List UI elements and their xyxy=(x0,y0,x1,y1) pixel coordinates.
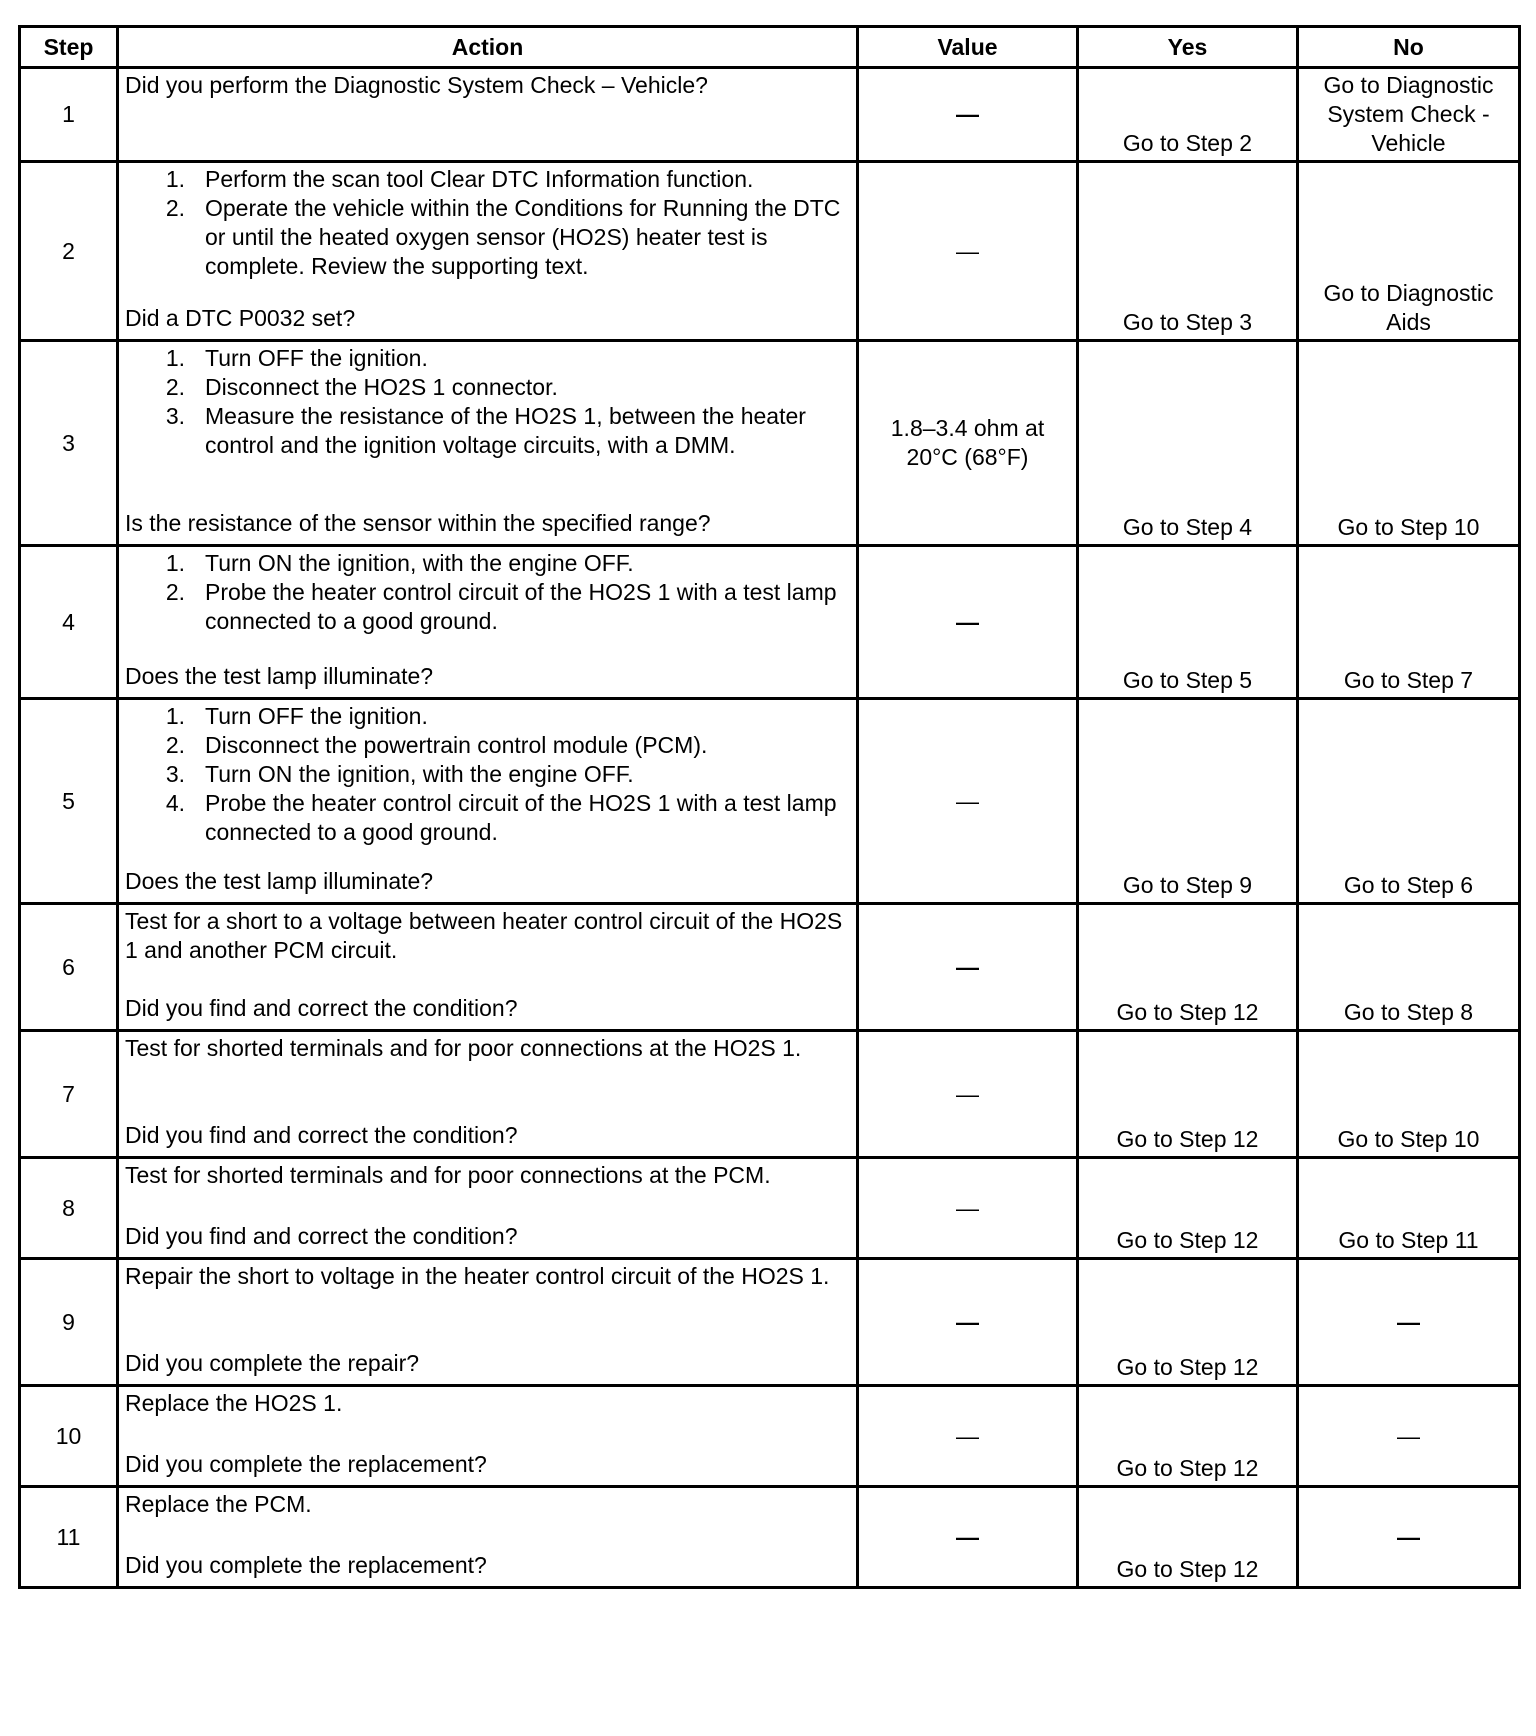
diagnostic-table xyxy=(18,25,1521,1589)
action-content xyxy=(125,907,850,1023)
action-cell xyxy=(118,1158,858,1259)
list-item-number: 3. xyxy=(165,761,185,787)
table-row xyxy=(20,699,1520,904)
list-item xyxy=(125,731,850,760)
action-question: Did you complete the repair? xyxy=(125,1350,420,1376)
action-instructions xyxy=(125,1490,850,1519)
table-row xyxy=(20,1386,1520,1487)
table-row xyxy=(20,546,1520,699)
action-instructions xyxy=(125,165,850,281)
list-item-text: Turn OFF the ignition. xyxy=(205,703,428,729)
list-item-number: 1. xyxy=(165,703,185,729)
action-question: Does the test lamp illuminate? xyxy=(125,663,434,689)
action-question: Did you complete the replacement? xyxy=(125,1451,487,1477)
action-content xyxy=(125,165,850,333)
list-item-number: 2. xyxy=(165,195,185,221)
action-cell xyxy=(118,341,858,546)
step-number: 9 xyxy=(20,1259,118,1386)
action-cell xyxy=(118,68,858,162)
action-step-list xyxy=(125,165,850,281)
list-item xyxy=(125,578,850,636)
yes-cell: Go to Step 12 xyxy=(1078,1487,1298,1588)
no-cell: Go to Diagnostic System Check - Vehicle xyxy=(1298,68,1520,162)
list-item-text: Disconnect the powertrain control module (PCM). xyxy=(205,732,708,758)
action-cell xyxy=(118,904,858,1031)
action-content xyxy=(125,1262,850,1378)
table-row xyxy=(20,904,1520,1031)
no-cell: Go to Step 8 xyxy=(1298,904,1520,1031)
action-cell xyxy=(118,546,858,699)
list-item-number: 1. xyxy=(165,345,185,371)
action-question: Did you find and correct the condition? xyxy=(125,1223,518,1249)
action-content xyxy=(125,1490,850,1580)
table-row xyxy=(20,1031,1520,1158)
action-content xyxy=(125,702,850,896)
header-no: No xyxy=(1298,27,1520,68)
table-body xyxy=(20,68,1520,1588)
step-number: 10 xyxy=(20,1386,118,1487)
action-instructions xyxy=(125,907,850,965)
yes-cell: Go to Step 9 xyxy=(1078,699,1298,904)
no-cell: — xyxy=(1298,1386,1520,1487)
value-cell: — xyxy=(858,1259,1078,1386)
action-cell xyxy=(118,699,858,904)
list-item-text: Probe the heater control circuit of the HO2S 1 with a test lamp connected to a good ground. xyxy=(205,579,837,634)
action-intro: Replace the PCM. xyxy=(125,1491,312,1517)
list-item-text: Measure the resistance of the HO2S 1, between the heater control and the ignition voltage circuits, with a DMM. xyxy=(205,403,806,458)
action-question: Does the test lamp illuminate? xyxy=(125,868,434,894)
value-cell: — xyxy=(858,68,1078,162)
list-item xyxy=(125,702,850,731)
action-instructions xyxy=(125,71,850,100)
action-intro: Test for shorted terminals and for poor connections at the HO2S 1. xyxy=(125,1035,802,1061)
no-cell: Go to Step 7 xyxy=(1298,546,1520,699)
list-item-number: 3. xyxy=(165,403,185,429)
value-cell: — xyxy=(858,162,1078,341)
table-row xyxy=(20,1259,1520,1386)
value-cell: — xyxy=(858,1031,1078,1158)
list-item xyxy=(125,194,850,281)
action-cell xyxy=(118,1259,858,1386)
step-number: 11 xyxy=(20,1487,118,1588)
no-cell: — xyxy=(1298,1487,1520,1588)
action-instructions xyxy=(125,702,850,847)
table-row xyxy=(20,68,1520,162)
list-item-text: Turn ON the ignition, with the engine OFF. xyxy=(205,550,634,576)
yes-cell: Go to Step 12 xyxy=(1078,1386,1298,1487)
step-number: 6 xyxy=(20,904,118,1031)
no-cell: — xyxy=(1298,1259,1520,1386)
yes-cell: Go to Step 5 xyxy=(1078,546,1298,699)
diagnostic-table-sheet xyxy=(18,25,1518,1589)
list-item xyxy=(125,549,850,578)
header-yes: Yes xyxy=(1078,27,1298,68)
action-step-list xyxy=(125,702,850,847)
value-cell: — xyxy=(858,1386,1078,1487)
step-number: 2 xyxy=(20,162,118,341)
list-item xyxy=(125,344,850,373)
action-question: Did you find and correct the condition? xyxy=(125,1122,518,1148)
value-cell: — xyxy=(858,1158,1078,1259)
value-cell: 1.8–3.4 ohm at 20°C (68°F) xyxy=(858,341,1078,546)
step-number: 1 xyxy=(20,68,118,162)
yes-cell: Go to Step 12 xyxy=(1078,1259,1298,1386)
step-number: 5 xyxy=(20,699,118,904)
step-number: 4 xyxy=(20,546,118,699)
list-item-text: Turn OFF the ignition. xyxy=(205,345,428,371)
value-cell: — xyxy=(858,1487,1078,1588)
list-item xyxy=(125,165,850,194)
list-item xyxy=(125,760,850,789)
list-item-number: 4. xyxy=(165,790,185,816)
header-value: Value xyxy=(858,27,1078,68)
action-instructions xyxy=(125,1034,850,1063)
action-content xyxy=(125,1161,850,1251)
step-number: 8 xyxy=(20,1158,118,1259)
list-item xyxy=(125,373,850,402)
no-cell: Go to Step 11 xyxy=(1298,1158,1520,1259)
action-step-list xyxy=(125,549,850,636)
no-cell: Go to Step 10 xyxy=(1298,341,1520,546)
action-instructions xyxy=(125,1262,850,1291)
yes-cell: Go to Step 4 xyxy=(1078,341,1298,546)
action-cell xyxy=(118,162,858,341)
action-question: Did you complete the replacement? xyxy=(125,1552,487,1578)
list-item xyxy=(125,789,850,847)
yes-cell: Go to Step 12 xyxy=(1078,904,1298,1031)
action-question: Is the resistance of the sensor within the specified range? xyxy=(125,510,711,536)
step-number: 7 xyxy=(20,1031,118,1158)
action-cell xyxy=(118,1031,858,1158)
list-item-text: Probe the heater control circuit of the HO2S 1 with a test lamp connected to a good ground. xyxy=(205,790,837,845)
action-instructions xyxy=(125,1161,850,1190)
table-row xyxy=(20,341,1520,546)
action-content xyxy=(125,344,850,538)
list-item-text: Disconnect the HO2S 1 connector. xyxy=(205,374,558,400)
no-cell: Go to Step 6 xyxy=(1298,699,1520,904)
action-intro: Test for a short to a voltage between heater control circuit of the HO2S 1 and another PCM circuit. xyxy=(125,908,843,963)
action-intro: Repair the short to voltage in the heater control circuit of the HO2S 1. xyxy=(125,1263,830,1289)
action-intro: Replace the HO2S 1. xyxy=(125,1390,343,1416)
yes-cell: Go to Step 3 xyxy=(1078,162,1298,341)
action-intro: Test for shorted terminals and for poor connections at the PCM. xyxy=(125,1162,771,1188)
no-cell: Go to Diagnostic Aids xyxy=(1298,162,1520,341)
action-content xyxy=(125,1034,850,1150)
header-action: Action xyxy=(118,27,858,68)
action-step-list xyxy=(125,344,850,460)
no-cell: Go to Step 10 xyxy=(1298,1031,1520,1158)
header-step: Step xyxy=(20,27,118,68)
action-cell xyxy=(118,1487,858,1588)
step-number: 3 xyxy=(20,341,118,546)
action-cell xyxy=(118,1386,858,1487)
yes-cell: Go to Step 12 xyxy=(1078,1031,1298,1158)
list-item-number: 2. xyxy=(165,732,185,758)
table-header-row xyxy=(20,27,1520,68)
list-item-number: 1. xyxy=(165,166,185,192)
list-item xyxy=(125,402,850,460)
action-content xyxy=(125,71,850,151)
list-item-text: Operate the vehicle within the Conditions for Running the DTC or until the heated oxygen sensor (HO2S) heater test is complete. Review the supporting text. xyxy=(205,195,841,279)
action-instructions xyxy=(125,344,850,460)
value-cell: — xyxy=(858,699,1078,904)
action-instructions xyxy=(125,549,850,636)
table-row xyxy=(20,162,1520,341)
value-cell: — xyxy=(858,546,1078,699)
list-item-number: 2. xyxy=(165,579,185,605)
yes-cell: Go to Step 12 xyxy=(1078,1158,1298,1259)
action-instructions xyxy=(125,1389,850,1418)
action-question: Did you find and correct the condition? xyxy=(125,995,518,1021)
yes-cell: Go to Step 2 xyxy=(1078,68,1298,162)
list-item-text: Turn ON the ignition, with the engine OFF. xyxy=(205,761,634,787)
action-intro: Did you perform the Diagnostic System Check – Vehicle? xyxy=(125,72,708,98)
list-item-number: 1. xyxy=(165,550,185,576)
table-row xyxy=(20,1158,1520,1259)
list-item-number: 2. xyxy=(165,374,185,400)
action-question: Did a DTC P0032 set? xyxy=(125,305,356,331)
action-content xyxy=(125,1389,850,1479)
list-item-text: Perform the scan tool Clear DTC Information function. xyxy=(205,166,754,192)
action-content xyxy=(125,549,850,691)
value-cell: — xyxy=(858,904,1078,1031)
table-row xyxy=(20,1487,1520,1588)
